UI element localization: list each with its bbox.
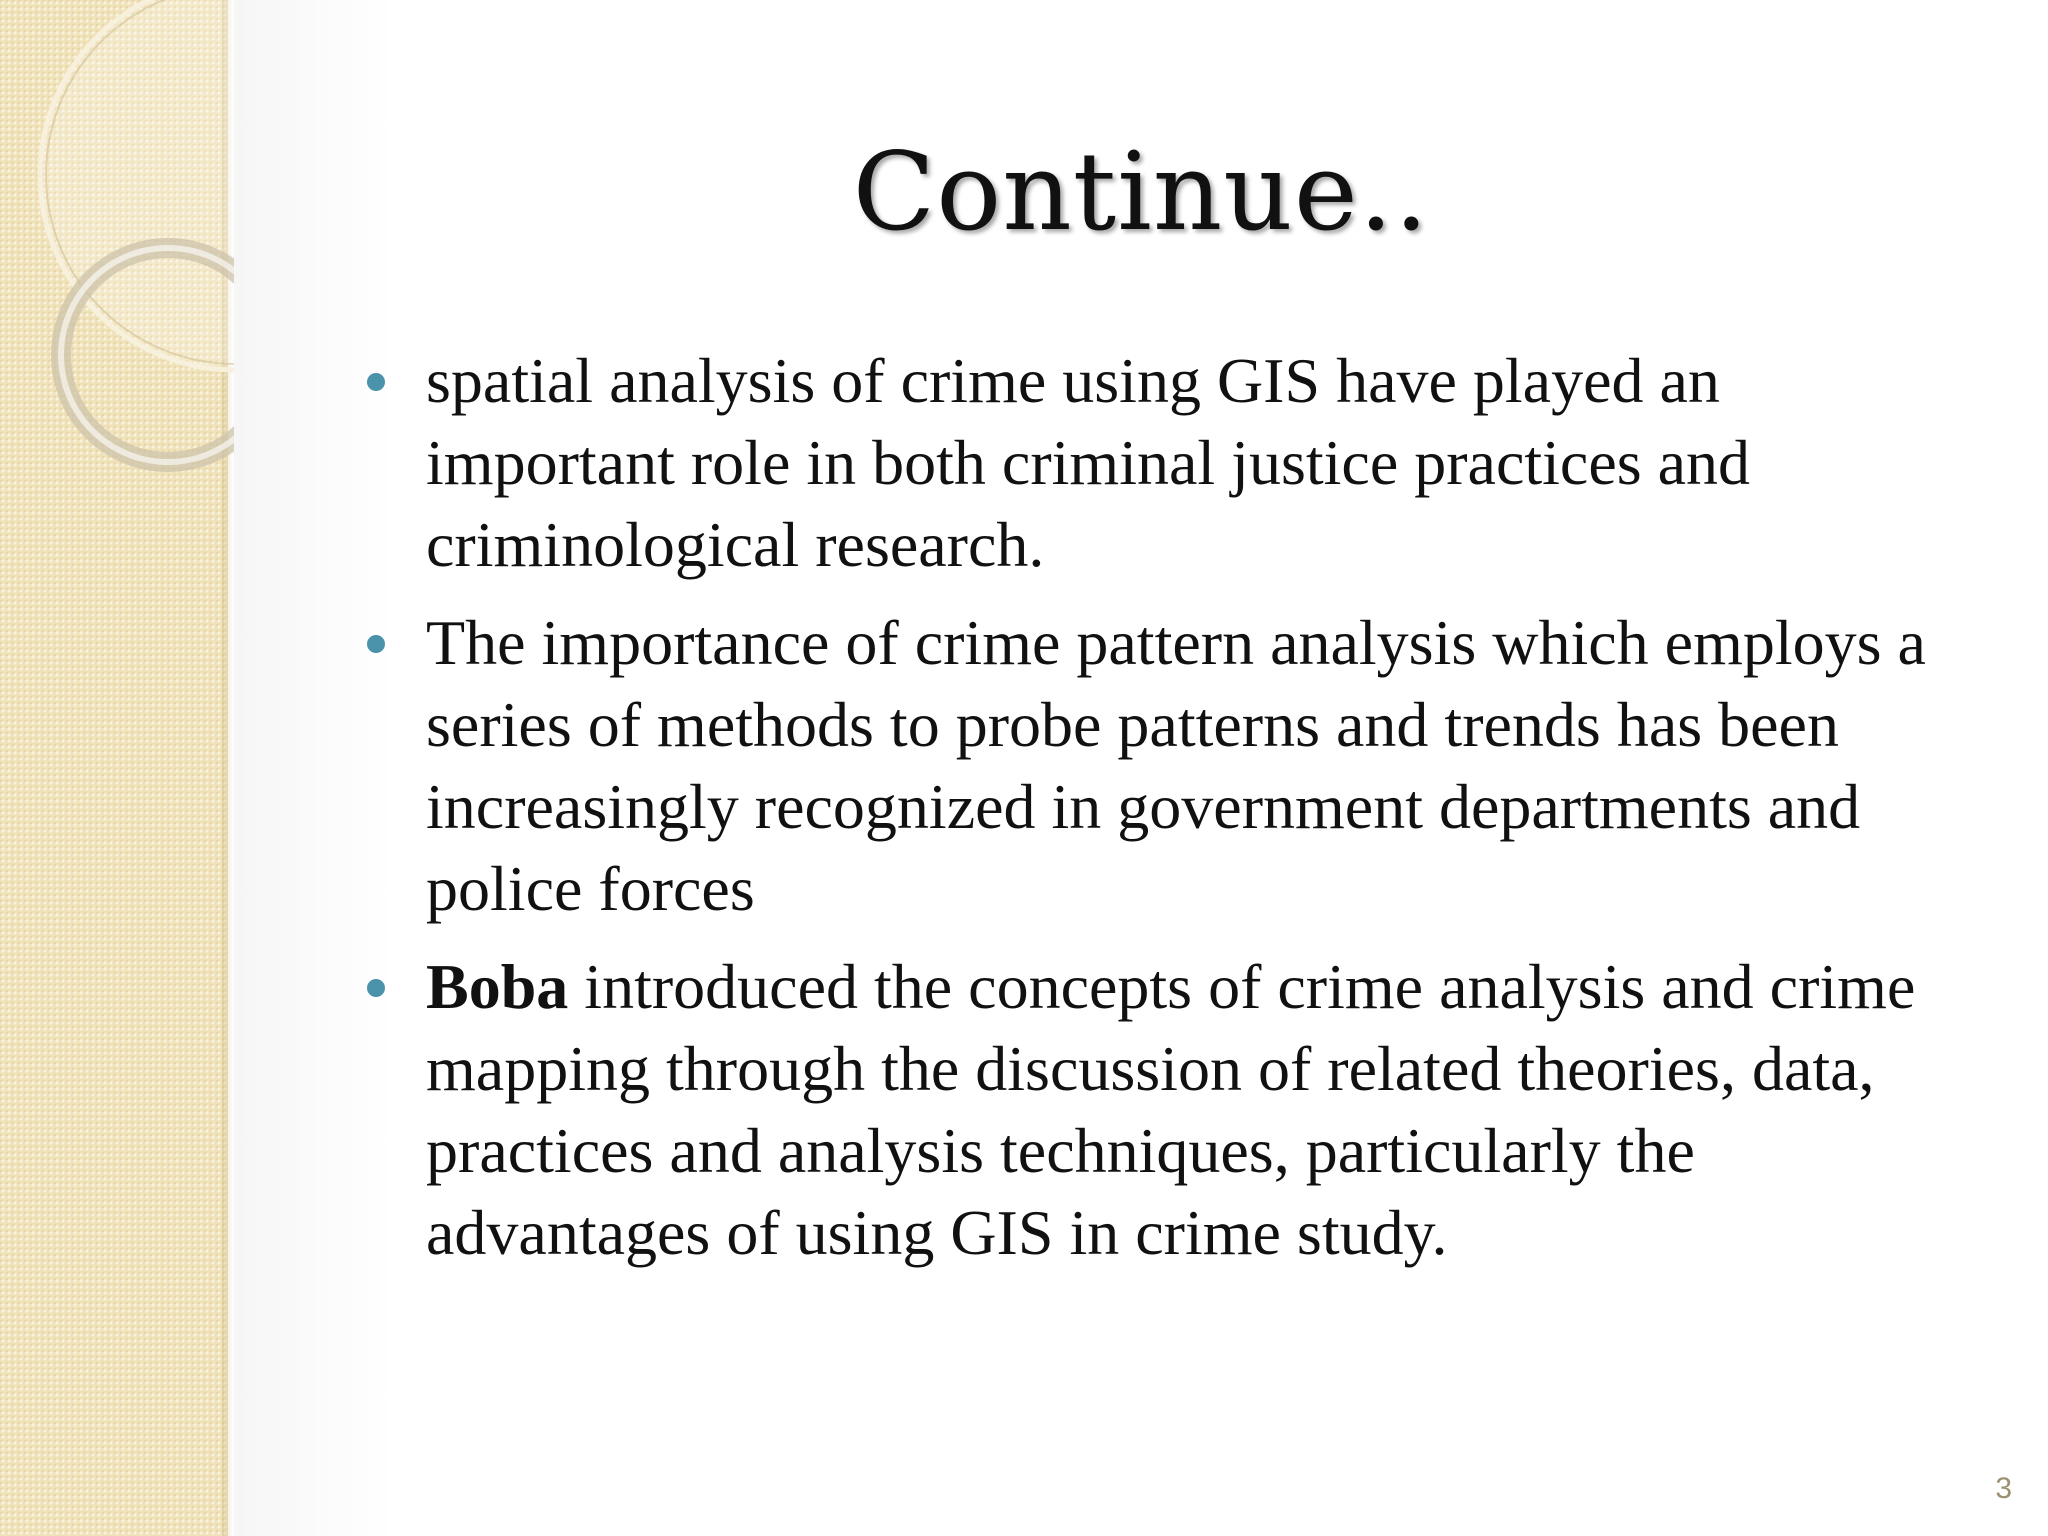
decorative-rings (0, 0, 240, 520)
bullet-text: introduced the concepts of crime analysis and crime mapping through the discussion of related theories, data, practices and analysis techniques, particularly the advantages of using GIS in crime study. (426, 951, 1916, 1268)
bullet-item (360, 602, 1980, 930)
bullet-item (360, 340, 1980, 586)
slide-title: Continue.. (852, 130, 1430, 255)
bullet-text: The importance of crime pattern analysis which employs a series of methods to probe patterns and trends has been increasingly recognized in government departments and police forces (426, 607, 1926, 924)
bullet-item (360, 946, 1980, 1274)
bullet-list (360, 340, 1980, 1290)
bullet-text: spatial analysis of crime using GIS have played an important role in both criminal justice practices and criminological research. (426, 345, 1751, 580)
bullet-lead: Boba (426, 951, 569, 1022)
bullet-dot-icon (367, 373, 385, 391)
bullet-dot-icon (367, 979, 385, 997)
page-number: 3 (1995, 1472, 2012, 1505)
bullet-dot-icon (367, 635, 385, 653)
